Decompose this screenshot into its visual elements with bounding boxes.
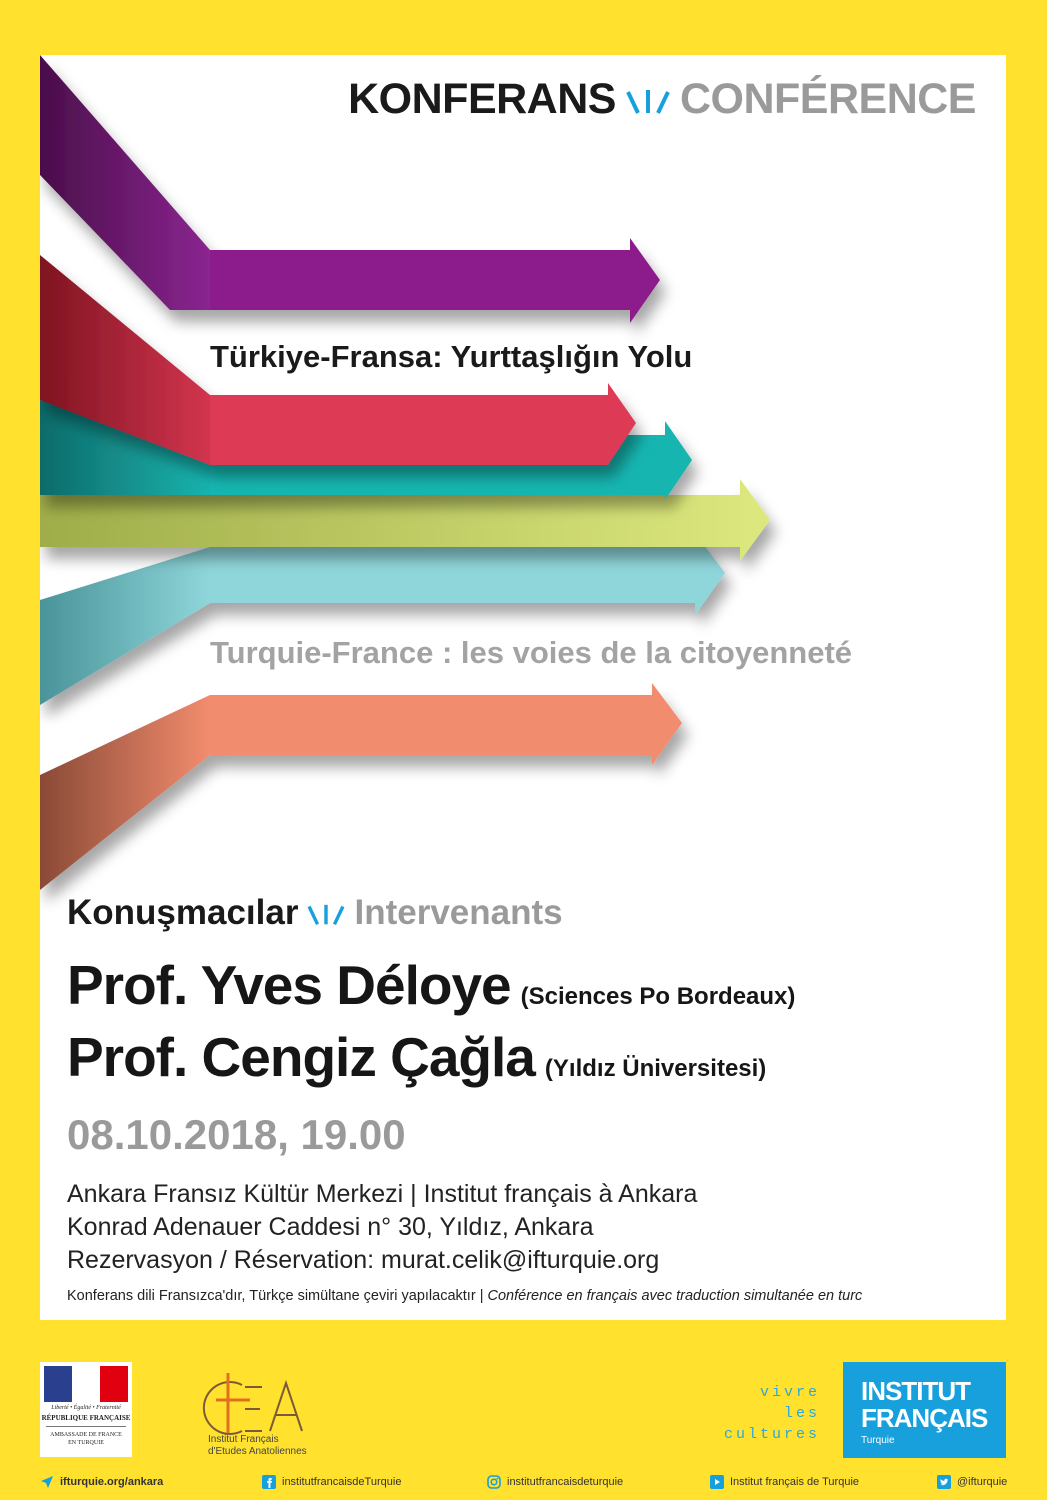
address-line: Konrad Adenauer Caddesi n° 30, Yıldız, Ankara xyxy=(67,1213,594,1241)
language-note-fr: Conférence en français avec traduction simultanée en turc xyxy=(487,1288,863,1304)
poster-panel xyxy=(40,55,1006,1320)
facebook-link[interactable] xyxy=(262,1475,401,1489)
event-datetime: 08.10.2018, 19.00 xyxy=(67,1111,406,1158)
speaker-name: Prof. Yves Déloye xyxy=(67,954,511,1016)
institut-logo-line: INSTITUT xyxy=(861,1376,970,1406)
institut-logo-line: FRANÇAIS xyxy=(861,1403,988,1433)
institut-logo-country: Turquie xyxy=(861,1435,895,1446)
youtube-icon xyxy=(710,1475,724,1489)
rf-embassy-line: AMBASSADE DE FRANCE xyxy=(50,1432,122,1438)
french-flag xyxy=(44,1366,128,1402)
rf-embassy xyxy=(40,1431,132,1447)
header-label-tr: KONFERANS xyxy=(348,75,616,123)
instagram-text: institutfrancaisdeturquie xyxy=(507,1476,624,1488)
speakers-heading-fr: Intervenants xyxy=(354,893,563,932)
facebook-icon xyxy=(262,1475,276,1489)
instagram-link[interactable] xyxy=(487,1475,623,1489)
twitter-link[interactable] xyxy=(937,1475,1007,1489)
rf-embassy-line: EN TURQUIE xyxy=(68,1440,104,1446)
slogan-line: vivre xyxy=(759,1384,820,1401)
website-text: ifturquie.org/ankara xyxy=(60,1476,164,1488)
institut-francais-logo xyxy=(843,1362,1006,1458)
reservation-line[interactable]: Rezervasyon / Réservation: murat.celik@ifturquie.org xyxy=(67,1246,660,1274)
light-teal-arrow xyxy=(40,533,725,705)
slogan xyxy=(690,1382,820,1445)
venue-line: Ankara Fransız Kültür Merkezi | Institut français à Ankara xyxy=(67,1180,698,1208)
speaker-row xyxy=(67,953,795,1017)
youtube-link[interactable] xyxy=(710,1475,859,1489)
header-label-fr: CONFÉRENCE xyxy=(679,75,976,123)
twitter-text: @ifturquie xyxy=(957,1476,1008,1488)
salmon-arrow xyxy=(40,683,682,890)
speaker-affiliation: (Yıldız Üniversitesi) xyxy=(544,1055,767,1082)
twitter-icon xyxy=(937,1475,951,1489)
separator-icon xyxy=(304,901,348,929)
title-french: Turquie-France : les voies de la citoyenneté xyxy=(210,635,853,670)
rf-motto: Liberté • Égalité • Fraternité xyxy=(51,1405,121,1411)
slogan-line: les xyxy=(783,1405,820,1422)
rf-republic: RÉPUBLIQUE FRANÇAISE xyxy=(41,1414,131,1422)
slogan-line: cultures xyxy=(723,1426,820,1443)
language-note xyxy=(67,1288,862,1304)
title-turkish: Türkiye-Fransa: Yurttaşlığın Yolu xyxy=(210,339,693,374)
cursor-icon xyxy=(40,1475,54,1489)
speaker-affiliation: (Sciences Po Bordeaux) xyxy=(520,983,796,1010)
ifea-name-line: Institut Français xyxy=(208,1434,279,1445)
youtube-text: Institut français de Turquie xyxy=(730,1476,860,1488)
speaker-row xyxy=(67,1025,766,1089)
rf-marianne-logo xyxy=(40,1362,132,1457)
facebook-text: institutfrancaisdeTurquie xyxy=(282,1476,402,1488)
language-note-tr: Konferans dili Fransızca'dır, Türkçe simültane çeviri yapılacaktır | xyxy=(67,1288,488,1304)
speakers-heading xyxy=(67,893,563,933)
header-title xyxy=(348,75,976,124)
divider xyxy=(46,1426,126,1427)
ifea-name xyxy=(208,1434,307,1458)
instagram-icon xyxy=(487,1475,501,1489)
ifea-name-line: d'Etudes Anatoliennes xyxy=(208,1446,307,1457)
website-link[interactable] xyxy=(40,1475,163,1489)
separator-icon xyxy=(622,87,674,117)
speakers-heading-tr: Konuşmacılar xyxy=(67,893,299,932)
speaker-name: Prof. Cengiz Çağla xyxy=(67,1026,535,1088)
